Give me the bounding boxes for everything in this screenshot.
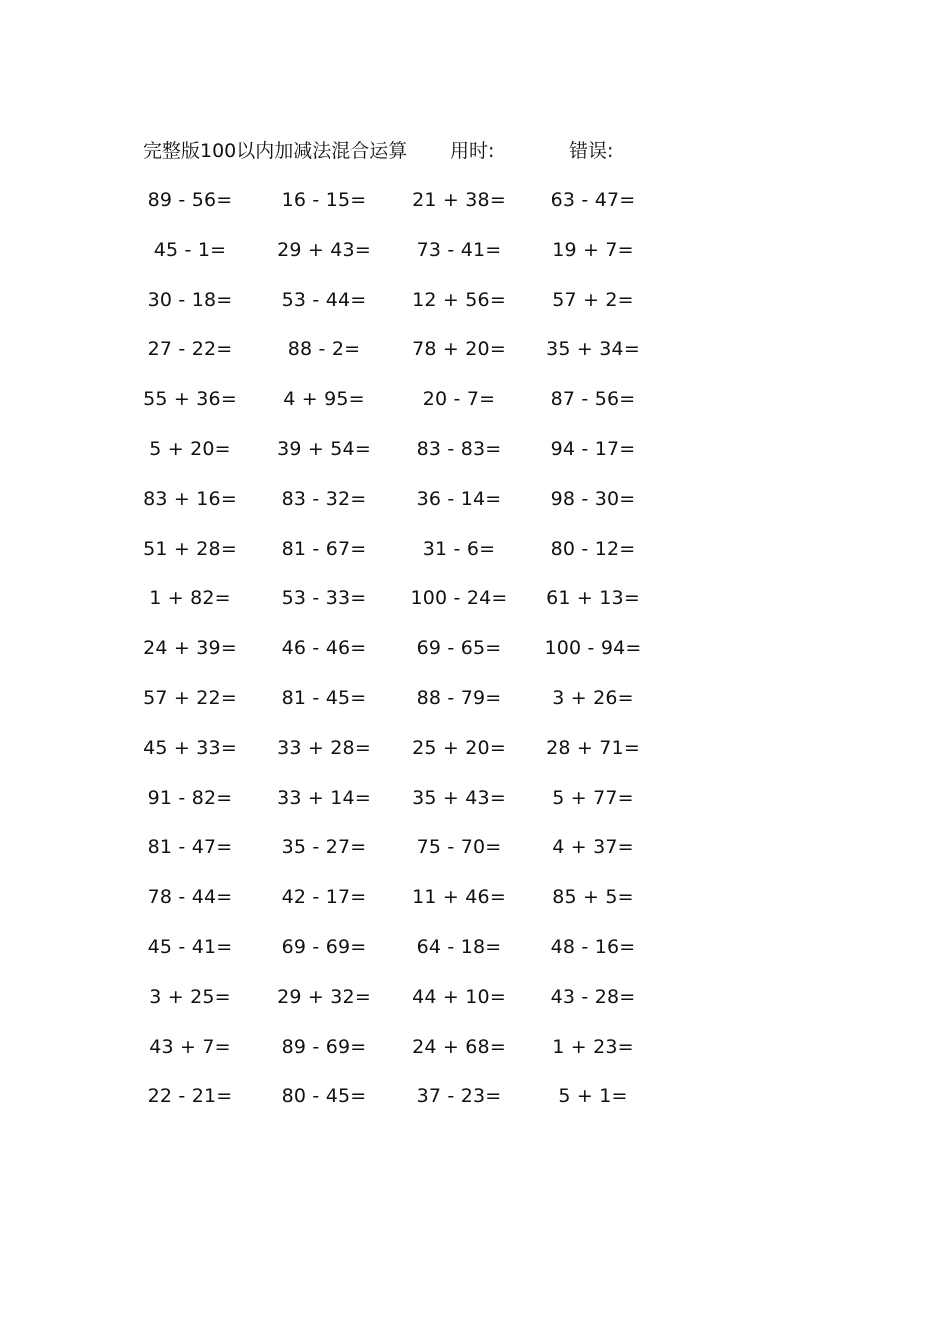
math-problem: 35 - 27= [281,836,367,859]
math-problem: 81 - 67= [281,537,367,560]
problem-row [0,782,950,832]
math-problem: 28 + 71= [546,736,640,759]
math-problem: 30 - 18= [147,288,233,311]
math-problem: 51 + 28= [143,537,237,560]
math-problem: 73 - 41= [416,238,502,261]
math-problem: 12 + 56= [412,288,506,311]
math-problem: 25 + 20= [412,736,506,759]
math-problem: 78 + 20= [412,338,506,361]
math-problem: 35 + 34= [546,338,640,361]
math-problem: 100 - 94= [544,637,642,660]
math-problem: 53 - 33= [281,587,367,610]
math-problem: 43 - 28= [550,985,636,1008]
problem-row [0,1080,950,1130]
problem-row [0,1031,950,1081]
math-problem: 3 + 26= [552,686,634,709]
problem-row [0,981,950,1031]
math-problem: 91 - 82= [147,786,233,809]
problem-row [0,433,950,483]
math-problem: 11 + 46= [412,886,506,909]
math-problem: 1 + 23= [552,1035,634,1058]
math-problem: 29 + 43= [277,238,371,261]
problem-row [0,732,950,782]
math-problem: 78 - 44= [147,886,233,909]
math-problem: 64 - 18= [416,935,502,958]
math-problem: 89 - 69= [281,1035,367,1058]
problem-row [0,533,950,583]
math-problem: 29 + 32= [277,985,371,1008]
math-problem: 46 - 46= [281,637,367,660]
problem-row [0,831,950,881]
errors-label: 错误: [569,140,614,162]
math-problem: 98 - 30= [550,487,636,510]
math-problem: 22 - 21= [147,1085,233,1108]
math-problem: 45 - 1= [153,238,227,261]
math-problem: 33 + 14= [277,786,371,809]
math-problem: 44 + 10= [412,985,506,1008]
math-problem: 81 - 47= [147,836,233,859]
problem-row [0,881,950,931]
problem-row [0,483,950,533]
math-problem: 94 - 17= [550,437,636,460]
math-problem: 43 + 7= [149,1035,231,1058]
math-problem: 63 - 47= [550,189,636,211]
problem-row [0,184,950,234]
math-problem: 48 - 16= [550,935,636,958]
math-problem: 83 - 32= [281,487,367,510]
math-problem: 21 + 38= [412,189,506,211]
math-problem: 33 + 28= [277,736,371,759]
math-problem: 53 - 44= [281,288,367,311]
math-problem: 69 - 69= [281,935,367,958]
math-problem: 57 + 2= [552,288,634,311]
math-problem: 5 + 77= [552,786,634,809]
math-problem: 24 + 68= [412,1035,506,1058]
math-problem: 88 - 2= [287,338,361,361]
math-problem: 1 + 82= [149,587,231,610]
math-problem: 19 + 7= [552,238,634,261]
problem-row [0,931,950,981]
math-problem: 31 - 6= [422,537,496,560]
problem-row [0,234,950,284]
math-problem: 16 - 15= [281,189,367,211]
math-problem: 39 + 54= [277,437,371,460]
math-problem: 81 - 45= [281,686,367,709]
math-problem: 83 - 83= [416,437,502,460]
math-problem: 80 - 45= [281,1085,367,1108]
problem-row [0,582,950,632]
math-problem: 5 + 1= [558,1085,628,1108]
math-problem: 57 + 22= [143,686,237,709]
math-problem: 35 + 43= [412,786,506,809]
math-problem: 55 + 36= [143,388,237,411]
problem-row [0,284,950,334]
math-problem: 42 - 17= [281,886,367,909]
math-problem: 20 - 7= [422,388,496,411]
math-problem: 4 + 37= [552,836,634,859]
math-problem: 88 - 79= [416,686,502,709]
math-problem: 87 - 56= [550,388,636,411]
math-problem: 45 + 33= [143,736,237,759]
math-problem: 61 + 13= [546,587,640,610]
math-problem: 89 - 56= [147,189,233,211]
time-label: 用时: [450,140,495,162]
math-problem: 36 - 14= [416,487,502,510]
math-problem: 27 - 22= [147,338,233,361]
worksheet-title: 完整版100以内加减法混合运算 [143,140,408,162]
math-problem: 75 - 70= [416,836,502,859]
math-problem: 24 + 39= [143,637,237,660]
problem-row [0,383,950,433]
problem-grid [0,184,950,1130]
math-problem: 37 - 23= [416,1085,502,1108]
math-problem: 100 - 24= [410,587,508,610]
math-problem: 80 - 12= [550,537,636,560]
math-problem: 4 + 95= [283,388,365,411]
math-problem: 85 + 5= [552,886,634,909]
math-problem: 5 + 20= [149,437,231,460]
problem-row [0,333,950,383]
problem-row [0,682,950,732]
math-problem: 83 + 16= [143,487,237,510]
problem-row [0,632,950,682]
math-problem: 69 - 65= [416,637,502,660]
math-problem: 3 + 25= [149,985,231,1008]
math-problem: 45 - 41= [147,935,233,958]
